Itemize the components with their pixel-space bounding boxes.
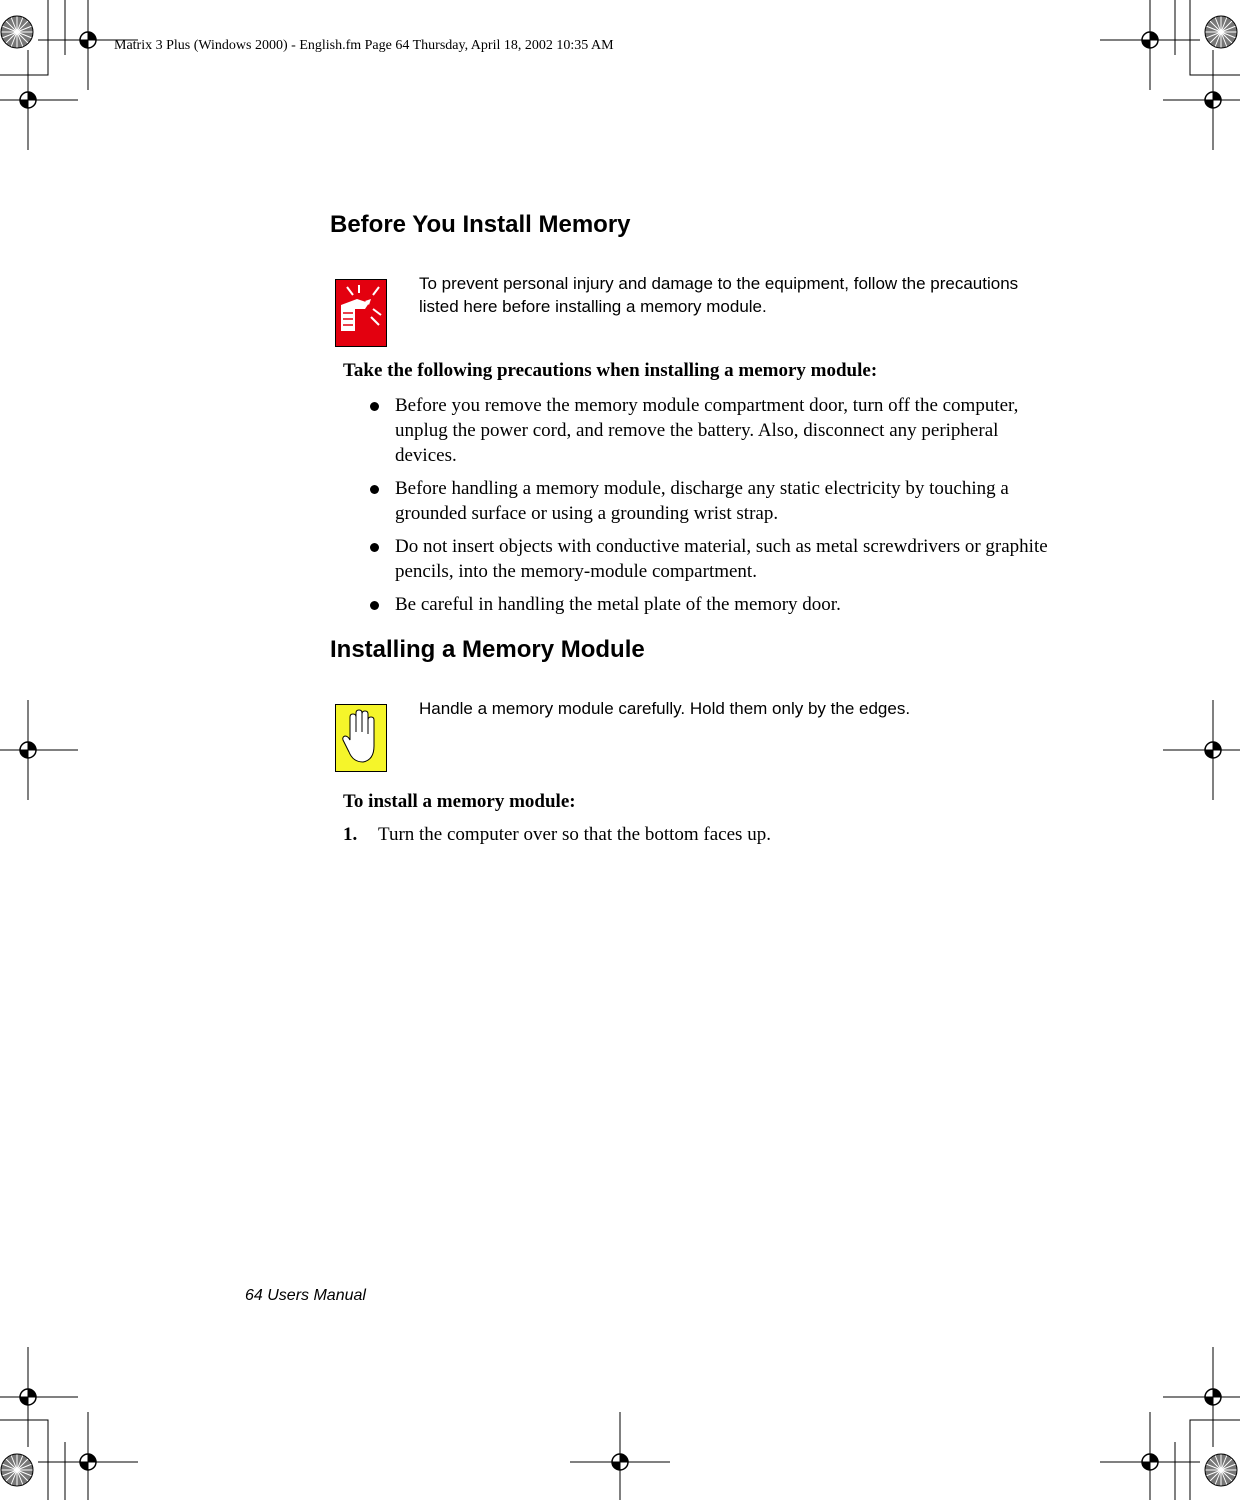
caution-text: To prevent personal injury and damage to the equipment, follow the precautions listed here before installing a memory module.	[419, 274, 1019, 316]
list-item: Before you remove the memory module compartment door, turn off the computer, unplug the power cord, and remove the battery. Also, disconnect any peripheral devices.	[370, 393, 1060, 468]
precautions-list	[370, 393, 1060, 625]
step-item	[343, 822, 771, 847]
bullet-icon	[370, 485, 379, 494]
list-item: Be careful in handling the metal plate of the memory door.	[370, 592, 1060, 617]
section-heading-before-install: Before You Install Memory	[330, 211, 631, 238]
precautions-lead: Take the following precautions when installing a memory module:	[343, 360, 878, 381]
step-text: Turn the computer over so that the bottom faces up.	[378, 824, 771, 845]
section-heading-installing: Installing a Memory Module	[330, 636, 645, 663]
page-footer: 64 Users Manual	[245, 1287, 366, 1304]
handling-note-text: Handle a memory module carefully. Hold them only by the edges.	[419, 699, 911, 718]
list-item: Do not insert objects with conductive material, such as metal screwdrivers or graphite pencils, into the memory-module compartment.	[370, 534, 1060, 584]
bullet-icon	[370, 402, 379, 411]
file-header: Matrix 3 Plus (Windows 2000) - English.fm Page 64 Thursday, April 18, 2002 10:35 AM	[114, 38, 614, 53]
bullet-icon	[370, 601, 379, 610]
step-number: 1.	[343, 824, 358, 845]
stop-hand-icon	[335, 704, 387, 772]
bullet-icon	[370, 543, 379, 552]
install-steps-lead: To install a memory module:	[343, 791, 576, 812]
electric-shock-caution-icon	[335, 279, 387, 347]
list-item: Before handling a memory module, discharge any static electricity by touching a grounded surface or using a grounding wrist strap.	[370, 476, 1060, 526]
